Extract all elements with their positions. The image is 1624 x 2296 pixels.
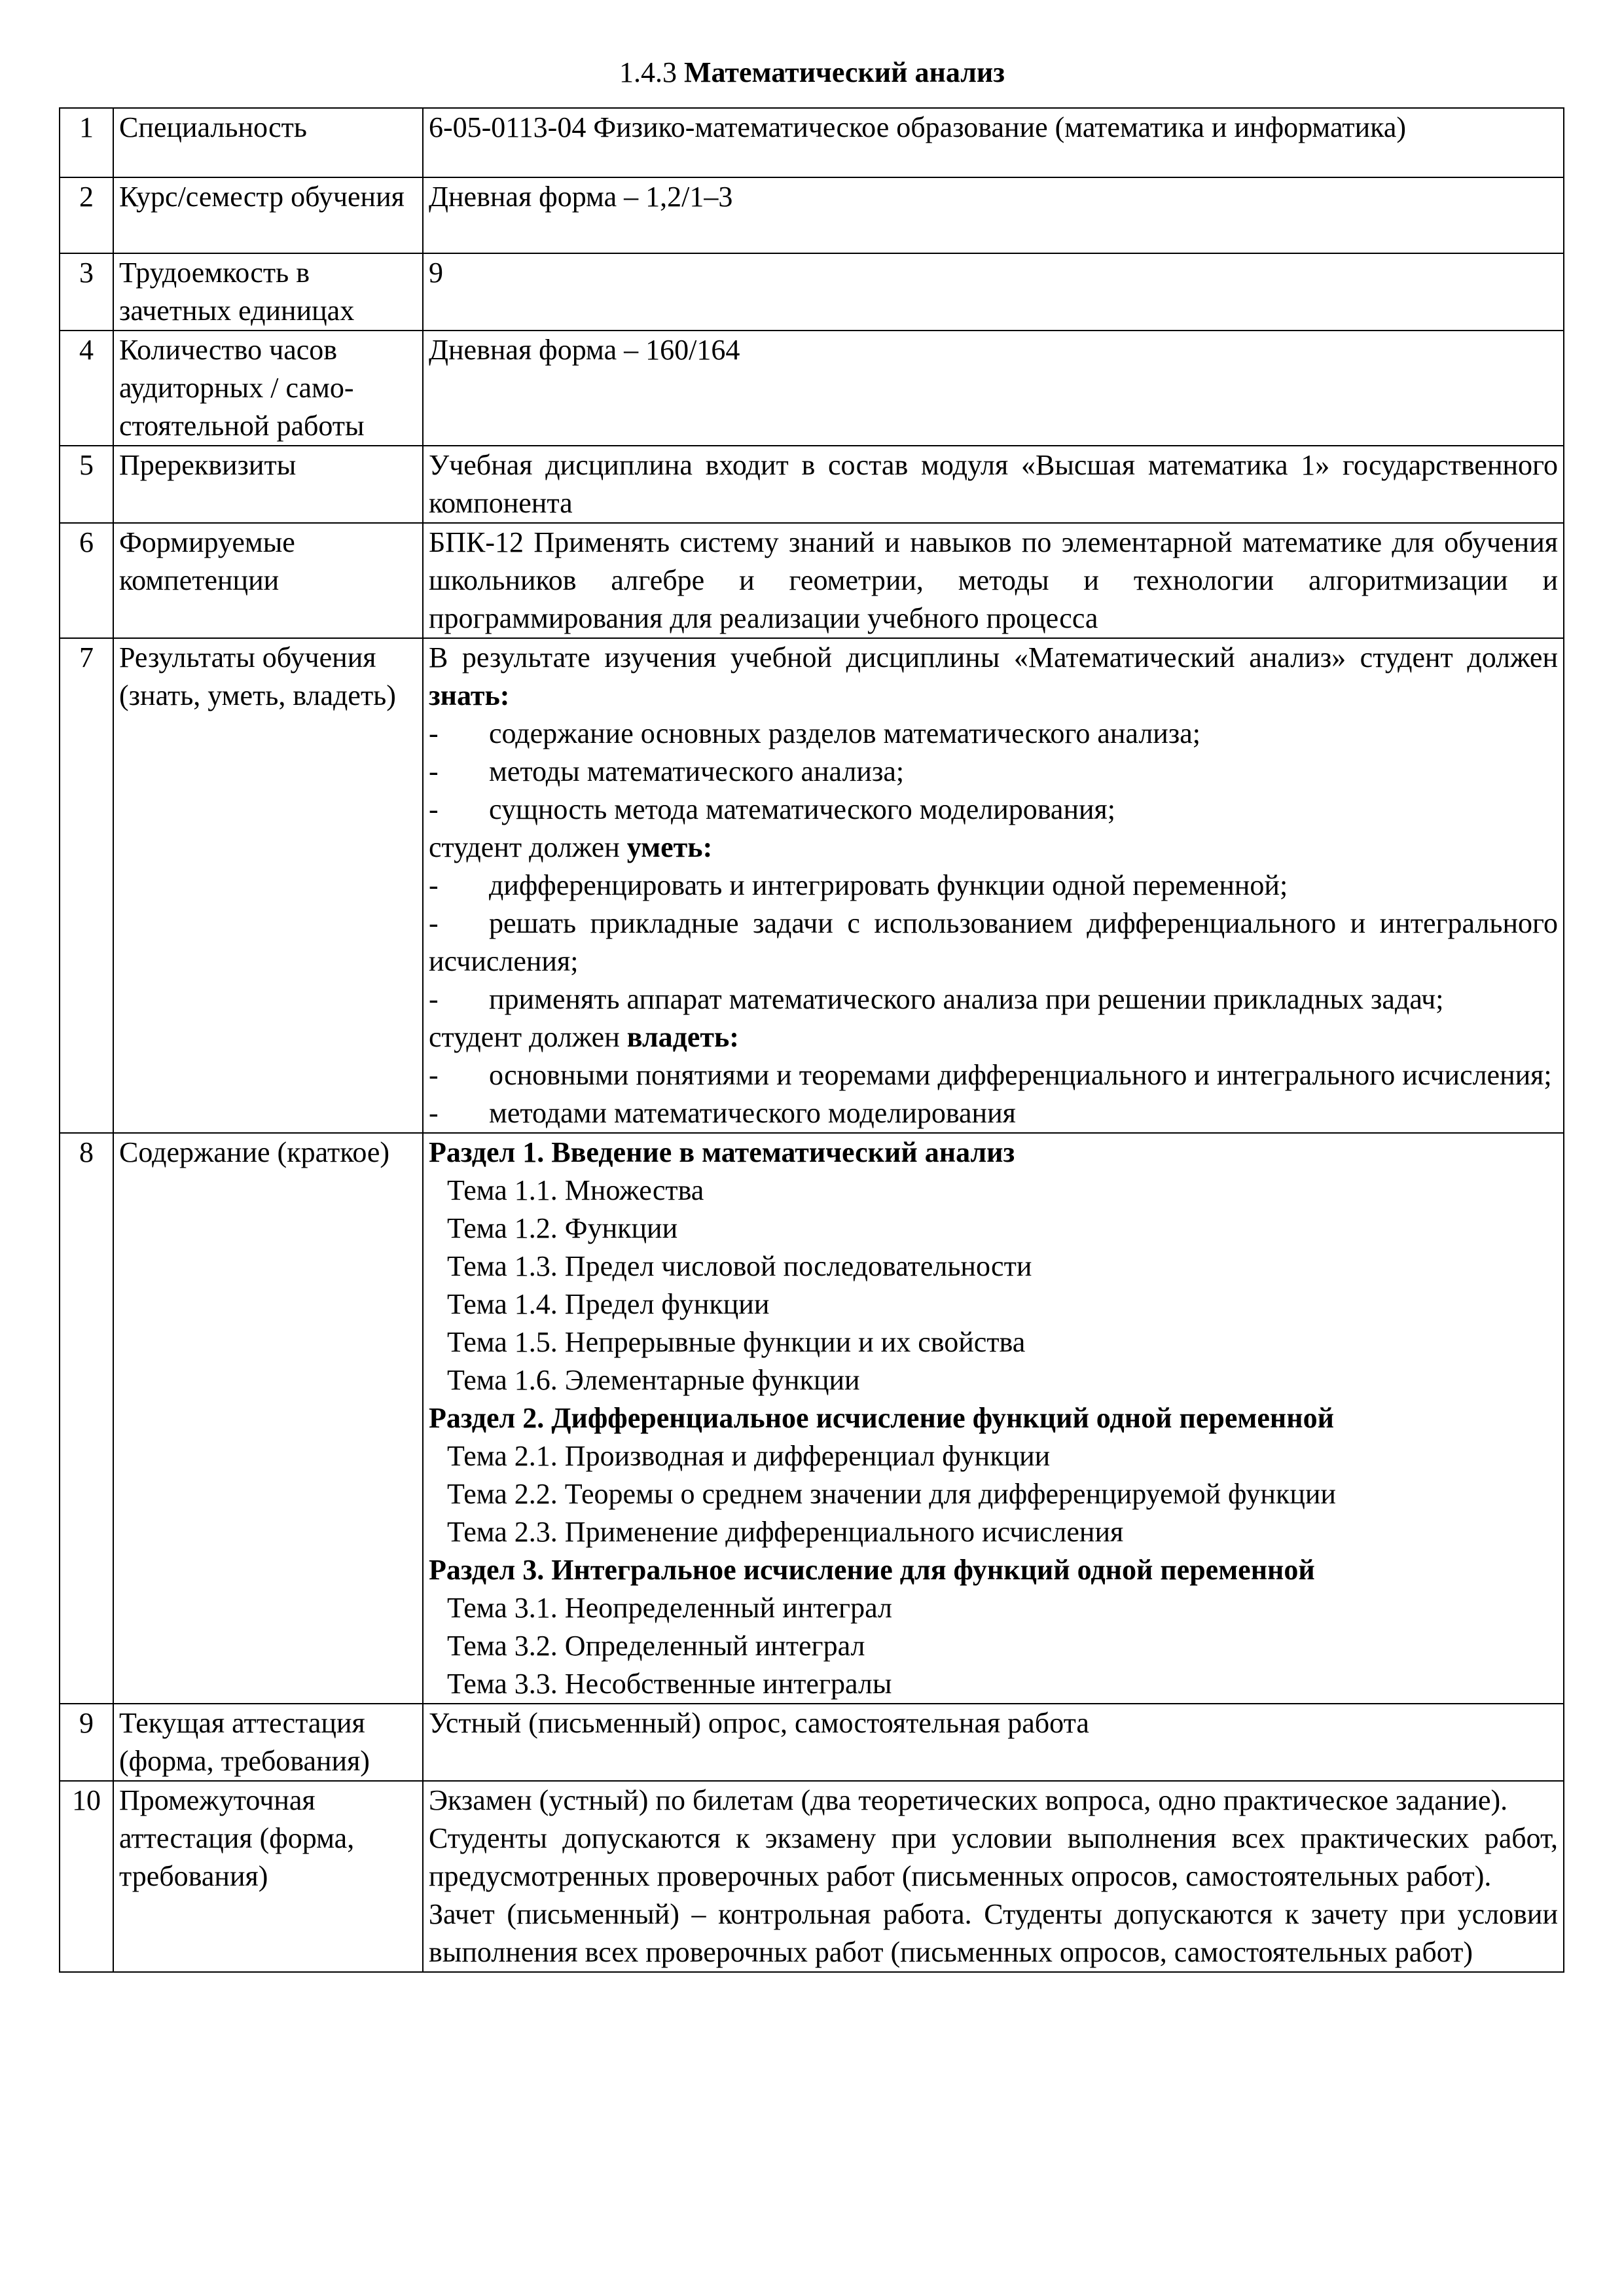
list-item: - дифференцировать и интегрировать функции одной переменной; [429,869,1288,901]
row-value: Учебная дисциплина входит в состав модуля «Высшая математика 1» государственного компонента [423,446,1564,523]
row-number: 3 [60,253,113,331]
assessment-paragraph: Студенты допускаются к экзамену при условии выполнения всех практических работ, предусмотренных проверочных работ (письменных опросов, самостоятельных работ). [429,1822,1558,1892]
table-row [60,638,1564,1133]
row-number: 9 [60,1704,113,1781]
section-title: Раздел 2. Дифференциальное исчисление функций одной переменной [429,1402,1334,1434]
row-label: Формируемые компетенции [113,523,423,638]
discipline-table [59,107,1564,1973]
table-row [60,446,1564,523]
row-label: Пререквизиты [113,446,423,523]
table-row [60,1781,1564,1972]
row-label: Промежуточная аттестация (форма, требования) [113,1781,423,1972]
row-number: 5 [60,446,113,523]
row-value: БПК-12 Применять систему знаний и навыков по элементарной математике для обучения школьников алгебре и геометрии, методы и технологии алгоритмизации и программирования для реализации учебного процесса [423,523,1564,638]
row-label: Содержание (краткое) [113,1133,423,1704]
row-label: Количество часов аудиторных / само-стоятельной работы [113,331,423,446]
row-label: Трудоемкость в зачетных единицах [113,253,423,331]
topic-item: Тема 2.3. Применение дифференциального исчисления [447,1516,1124,1548]
topic-item: Тема 3.1. Неопределенный интеграл [447,1592,892,1624]
row-number: 8 [60,1133,113,1704]
row-value: Дневная форма – 1,2/1–3 [423,177,1564,253]
topic-item: Тема 3.3. Несобственные интегралы [447,1668,892,1700]
table-row [60,108,1564,177]
topic-item: Тема 1.1. Множества [447,1174,704,1206]
list-item: - основными понятиями и теоремами дифференциального и интегрального исчисления; [429,1059,1552,1091]
section-title: Раздел 1. Введение в математический анализ [429,1136,1015,1168]
course-content [423,1133,1564,1704]
row-number: 1 [60,108,113,177]
topic-item: Тема 2.1. Производная и дифференциал функции [447,1440,1051,1472]
title-name: Математический анализ [684,56,1005,88]
topic-item: Тема 2.2. Теоремы о среднем значении для дифференцируемой функции [447,1478,1336,1510]
list-item: - сущность метода математического моделирования; [429,793,1116,825]
topic-item: Тема 1.6. Элементарные функции [447,1364,860,1396]
row-value: Дневная форма – 160/164 [423,331,1564,446]
list-item: - применять аппарат математического анализа при решении прикладных задач; [429,983,1444,1015]
assessment-paragraph: Зачет (письменный) – контрольная работа. Студенты допускаются к зачету при условии выполнения всех проверочных работ (письменных опросов, самостоятельных работ) [429,1898,1558,1968]
table-row [60,1133,1564,1704]
learning-outcomes [423,638,1564,1133]
row-number: 4 [60,331,113,446]
table-row [60,523,1564,638]
list-item: - методами математического моделирования [429,1097,1016,1129]
topic-item: Тема 1.2. Функции [447,1212,678,1244]
outcomes-group-lead: студент должен владеть: [429,1021,739,1053]
table-row [60,177,1564,253]
row-number: 6 [60,523,113,638]
topic-item: Тема 1.5. Непрерывные функции и их свойства [447,1326,1026,1358]
row-label: Курс/семестр обучения [113,177,423,253]
outcomes-group-lead: студент должен уметь: [429,831,713,863]
assessment-paragraph: Экзамен (устный) по билетам (два теоретических вопроса, одно практическое задание). [429,1784,1508,1816]
topic-item: Тема 3.2. Определенный интеграл [447,1630,865,1662]
list-item: - методы математического анализа; [429,755,905,787]
outcomes-intro: В результате изучения учебной дисциплины «Математический анализ» студент должен знать: [429,641,1558,711]
table-row [60,1704,1564,1781]
row-number: 10 [60,1781,113,1972]
topic-item: Тема 1.3. Предел числовой последовательности [447,1250,1032,1282]
row-label: Специальность [113,108,423,177]
row-label: Текущая аттестация (форма, требования) [113,1704,423,1781]
row-value: Устный (письменный) опрос, самостоятельная работа [423,1704,1564,1781]
title-number: 1.4.3 [619,56,677,88]
list-item: - решать прикладные задачи с использованием дифференциального и интегрального исчисления; [429,907,1558,977]
section-title: Раздел 3. Интегральное исчисление для функций одной переменной [429,1554,1315,1586]
topic-item: Тема 1.4. Предел функции [447,1288,770,1320]
document-title [0,54,1624,92]
table-row [60,253,1564,331]
row-number: 7 [60,638,113,1133]
table-row [60,331,1564,446]
row-label: Результаты обучения (знать, уметь, владеть) [113,638,423,1133]
row-number: 2 [60,177,113,253]
assessment-requirements [423,1781,1564,1972]
row-value: 9 [423,253,1564,331]
list-item: - содержание основных разделов математического анализа; [429,717,1200,749]
row-value: 6-05-0113-04 Физико-математическое образование (математика и информатика) [423,108,1564,177]
